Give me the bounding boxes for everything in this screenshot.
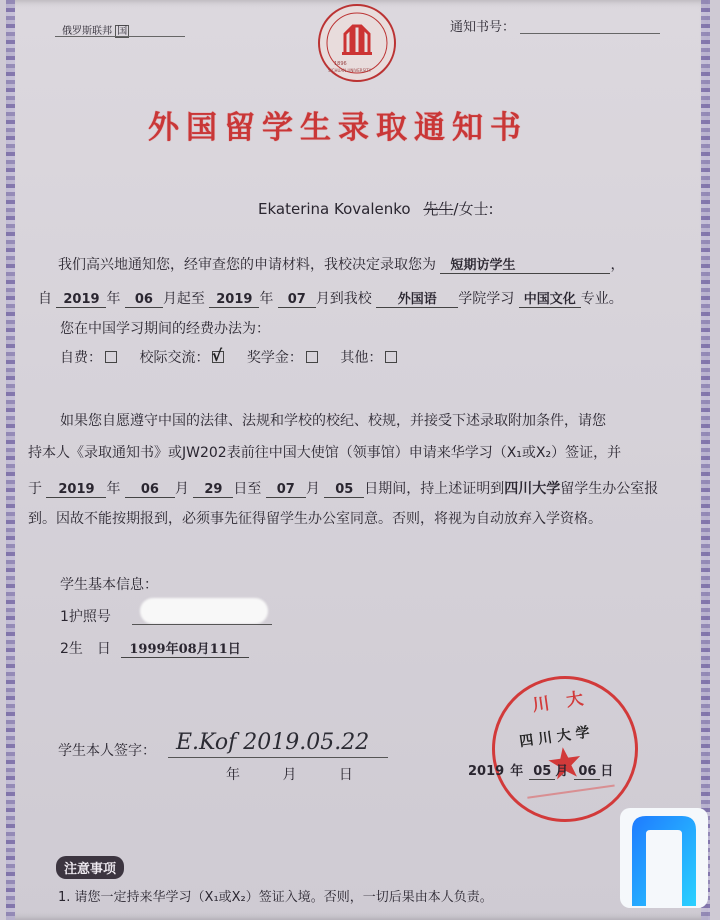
college-suffix: 学院学习 — [458, 291, 515, 307]
issue-day: 06 — [574, 764, 600, 780]
yu-label: 于 — [28, 481, 42, 497]
option-self-checkbox[interactable] — [105, 351, 117, 363]
option-other-label: 其他： — [340, 350, 383, 366]
option-other-checkbox[interactable] — [385, 351, 397, 363]
birth-day-unit: 日 — [227, 642, 241, 657]
start-month-field: 06 — [125, 292, 163, 308]
option-self-label: 自费： — [60, 350, 102, 366]
passport-row — [60, 606, 111, 626]
issue-month: 05 — [529, 764, 555, 780]
end-year-field: 2019 — [209, 292, 259, 308]
para2-line2: 持本人《录取通知书》或JW202表前往中国大使馆（领事馆）申请来华学习（X₁或X₂）签证，并 — [28, 445, 622, 461]
end-year-unit: 年 — [259, 291, 274, 307]
reg-month-end-unit: 月 — [305, 481, 320, 497]
end-month-field: 07 — [278, 292, 316, 308]
issue-day-unit: 日 — [600, 764, 614, 779]
passport-redaction — [140, 598, 268, 624]
recipient-line — [258, 198, 494, 219]
birth-month: 08 — [178, 642, 197, 657]
country-underline — [55, 36, 185, 37]
para2-suffix-a: 日期间，持上述证明到 — [364, 481, 505, 497]
issue-year: 2019 — [468, 764, 505, 779]
para1-line1 — [58, 254, 624, 274]
sig-day-unit: 日 — [338, 767, 353, 783]
seal-bottom-arc — [527, 784, 616, 810]
month-from-label: 月起至 — [162, 291, 205, 307]
seal-main-text: 四 川 大 学 — [518, 724, 591, 751]
reg-month-end-field: 07 — [266, 482, 306, 498]
signature-handwriting: E.Kof 2019.05.22 — [176, 730, 370, 755]
para1-prefix: 我们高兴地通知您，经审查您的申请材料，我校决定录取您为 — [58, 257, 436, 273]
checkmark-icon: √ — [211, 346, 223, 365]
recipient-title-struck: 先生 — [423, 200, 454, 218]
major-field: 中国文化 — [519, 288, 581, 308]
from-label: 自 — [38, 291, 52, 307]
para2-line4: 到。因故不能按期报到，必须事先征得留学生办公室同意。否则，将视为自动放弃入学资格。 — [28, 511, 602, 527]
recipient-title-separator: / — [453, 200, 459, 218]
logo-year: 1896 — [334, 61, 347, 67]
option-exchange-checkbox[interactable] — [211, 346, 224, 365]
signature-label: 学生本人签字： — [58, 743, 156, 759]
birthday-label: 2生 日 — [60, 641, 111, 657]
college-field: 外国语 — [376, 288, 458, 308]
para2-line1: 如果您自愿遵守中国的法律、法规和学校的校纪、校规，并接受下述录取附加条件，请您 — [60, 413, 606, 429]
recipient-name: Ekaterina Kovalenko — [258, 200, 411, 218]
issue-date — [468, 760, 613, 779]
birthday-field — [121, 638, 248, 658]
para1-comma: ， — [610, 257, 625, 273]
reg-day-end-field: 05 — [324, 482, 364, 498]
signature-date-units — [226, 764, 353, 784]
notice-number-label: 通知书号： — [450, 20, 516, 35]
document-title: 外国留学生录取通知书 — [148, 110, 528, 146]
country-label — [62, 22, 129, 37]
left-decorative-border — [6, 0, 15, 920]
reg-month-field: 06 — [125, 482, 175, 498]
student-info-label: 学生基本信息： — [60, 577, 158, 593]
sig-year-unit: 年 — [226, 767, 240, 783]
para2-line3 — [28, 478, 658, 498]
issue-month-unit: 月 — [555, 764, 569, 779]
corner-overlay-logo — [620, 808, 708, 908]
birth-day: 11 — [209, 642, 228, 657]
funding-options — [60, 347, 397, 367]
notice-number-field — [520, 33, 660, 34]
funding-label: 您在中国学习期间的经费办法为： — [60, 321, 270, 337]
university-name: 四川大学 — [504, 481, 561, 497]
seal-top-text: 川 大 — [531, 689, 585, 716]
reg-day-to: 日至 — [233, 481, 262, 497]
notes-heading: 注意事项 — [56, 856, 124, 879]
reg-year-field: 2019 — [46, 482, 106, 498]
passport-label: 1护照号 — [60, 609, 111, 625]
birth-month-unit: 月 — [196, 642, 210, 657]
right-decorative-border — [701, 0, 710, 920]
country-box: 国 — [117, 26, 128, 37]
month-to-label: 月到我校 — [315, 291, 372, 307]
option-scholarship-checkbox[interactable] — [306, 351, 318, 363]
signature-underline — [168, 757, 388, 758]
birthday-row — [60, 638, 249, 658]
passport-underline — [132, 624, 272, 625]
reg-day-start-field: 29 — [193, 482, 233, 498]
country-text: 俄罗斯联邦 — [62, 26, 112, 37]
start-year-unit: 年 — [106, 291, 121, 307]
reg-year-unit: 年 — [106, 481, 121, 497]
major-suffix: 专业。 — [580, 291, 623, 307]
para2-suffix-b: 留学生办公室报 — [560, 481, 659, 497]
option-exchange-label: 校际交流： — [139, 350, 210, 366]
university-logo — [318, 4, 396, 82]
sig-month-unit: 月 — [282, 767, 297, 783]
reg-month-unit: 月 — [174, 481, 189, 497]
recipient-title: 女士 — [458, 200, 489, 218]
app-logo-icon — [620, 808, 708, 908]
para1-line2 — [38, 288, 623, 308]
birth-year: 1999 — [129, 642, 166, 657]
issue-year-unit: 年 — [510, 764, 524, 779]
recipient-colon: : — [488, 200, 494, 218]
option-scholarship-label: 奖学金： — [246, 350, 303, 366]
program-type-field: 短期访学生 — [440, 254, 610, 274]
logo-text: SICHUAN UNIVERSITY — [328, 68, 372, 73]
start-year-field: 2019 — [56, 292, 106, 308]
birth-year-unit: 年 — [165, 642, 179, 657]
notes-item-1: 1. 请您一定持来华学习（X₁或X₂）签证入境。否则，一切后果由本人负责。 — [58, 890, 493, 905]
